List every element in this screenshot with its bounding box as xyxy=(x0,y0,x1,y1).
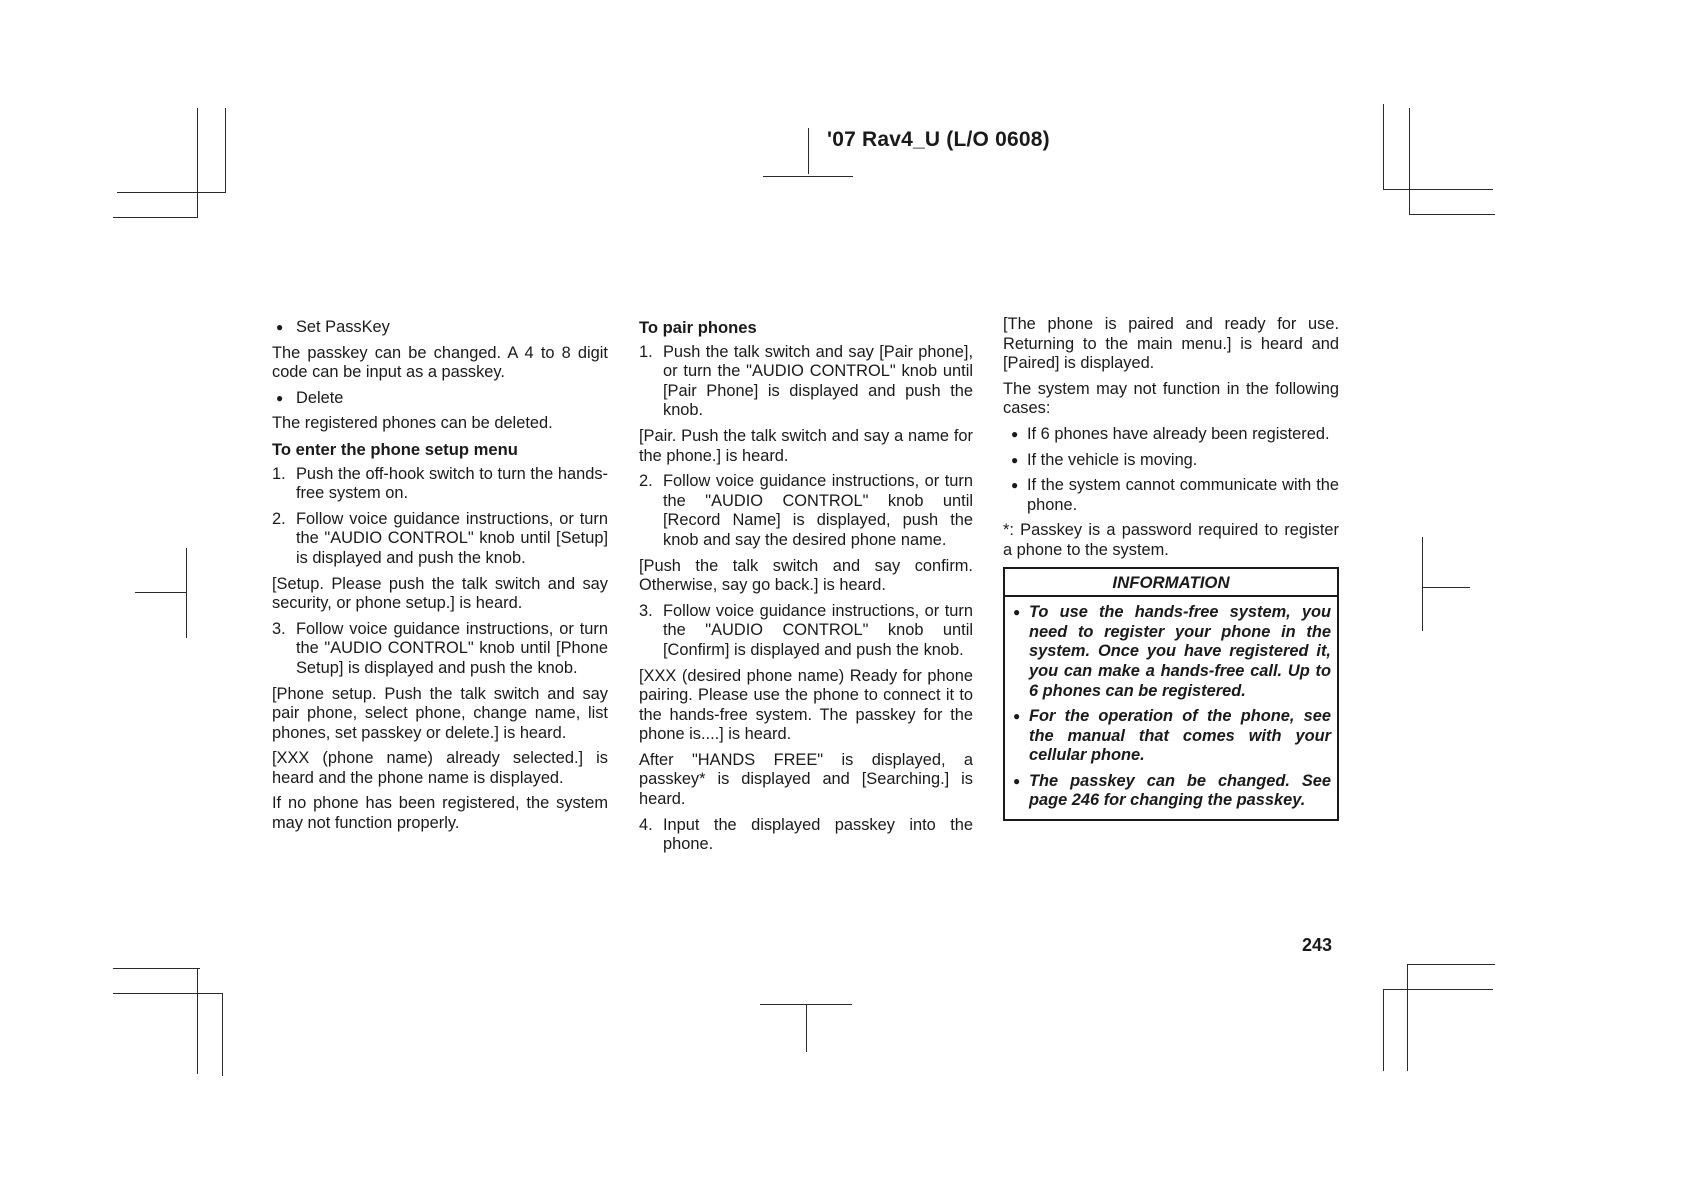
step-item xyxy=(272,620,608,679)
crop-mark xyxy=(197,968,198,1074)
section-heading-setup-menu: To enter the phone setup menu xyxy=(272,439,518,459)
crop-mark xyxy=(808,128,809,174)
note-text: If no phone has been registered, the system may not function properly. xyxy=(272,794,608,833)
step-number: 2. xyxy=(639,472,653,491)
crop-mark xyxy=(135,592,187,593)
bullet-delete: ● Delete xyxy=(272,389,608,409)
step-item xyxy=(639,472,973,550)
step-item xyxy=(639,343,973,421)
step-item xyxy=(639,602,973,661)
crop-mark xyxy=(1383,989,1384,1071)
information-item: ● The passkey can be changed. See page 246 for changing the passkey. xyxy=(1011,772,1331,811)
step-item xyxy=(272,510,608,569)
step-text: Follow voice guidance instructions, or turn the "AUDIO CONTROL" knob until [Record Name] is displayed, push the knob and say the desired phone name. xyxy=(663,472,973,549)
note-text: The system may not function in the following cases: xyxy=(1003,379,1339,418)
step-number: 4. xyxy=(639,815,653,834)
crop-mark xyxy=(1409,214,1495,215)
crop-mark xyxy=(197,108,198,218)
crop-mark xyxy=(113,217,198,218)
delete-text: The registered phones can be deleted. xyxy=(272,414,553,433)
step-text: Push the off-hook switch to turn the hands-free system on. xyxy=(296,464,608,503)
step-text: Follow voice guidance instructions, or turn the "AUDIO CONTROL" knob until [Phone Setup] is displayed and push the knob. xyxy=(296,619,608,677)
section-heading-pair-phones: To pair phones xyxy=(639,318,757,337)
voice-prompt: [Pair. Push the talk switch and say a name for the phone.] is heard. xyxy=(639,426,973,465)
step-number: 3. xyxy=(639,601,653,620)
crop-mark xyxy=(1383,104,1384,189)
note-text: After "HANDS FREE" is displayed, a passkey* is displayed and [Searching.] is heard. xyxy=(639,750,973,809)
information-item: ● For the operation of the phone, see the manual that comes with your cellular phone. xyxy=(1011,707,1331,766)
step-text: Follow voice guidance instructions, or turn the "AUDIO CONTROL" knob until [Confirm] is displayed and push the knob. xyxy=(663,601,973,659)
information-body xyxy=(1005,597,1337,819)
crop-mark xyxy=(1407,964,1408,1071)
column-left xyxy=(272,318,608,840)
voice-prompt: [Phone setup. Push the talk switch and say pair phone, select phone, change name, list phones, set passkey or delete.] is heard. xyxy=(272,684,608,742)
case-bullet: ● If the system cannot communicate with the phone. xyxy=(1003,476,1339,515)
crop-mark xyxy=(117,192,226,193)
step-text: Push the talk switch and say [Pair phone], or turn the "AUDIO CONTROL" knob until [Pair Phone] is displayed and push the knob. xyxy=(663,342,973,420)
column-middle xyxy=(639,318,973,861)
crop-mark xyxy=(1407,964,1495,965)
document-header: '07 Rav4_U (L/O 0608) xyxy=(827,128,1050,151)
crop-mark xyxy=(222,993,223,1076)
passkey-text: The passkey can be changed. A 4 to 8 digit code can be input as a passkey. xyxy=(272,343,608,382)
crop-mark xyxy=(1409,108,1410,214)
bullet-set-passkey: ● Set PassKey xyxy=(272,318,608,338)
crop-mark xyxy=(806,1004,807,1052)
step-number: 1. xyxy=(639,342,653,361)
crop-mark xyxy=(113,968,200,969)
page-number: 243 xyxy=(1302,935,1333,955)
voice-prompt: [XXX (desired phone name) Ready for phone pairing. Please use the phone to connect it to the hands-free system. The passkey for the phone is....] is heard. xyxy=(639,666,973,744)
footnote: *: Passkey is a password required to register a phone to the system. xyxy=(1003,521,1339,559)
step-text: Input the displayed passkey into the phone. xyxy=(663,815,973,854)
crop-mark xyxy=(763,176,853,177)
voice-prompt: [Setup. Please push the talk switch and say security, or phone setup.] is heard. xyxy=(272,574,608,613)
step-item xyxy=(272,465,608,504)
information-title: INFORMATION xyxy=(1005,569,1337,598)
step-number: 2. xyxy=(272,509,286,528)
case-bullet: ● If 6 phones have already been registered. xyxy=(1003,425,1339,445)
crop-mark xyxy=(1422,587,1470,588)
step-number: 1. xyxy=(272,464,286,483)
crop-mark xyxy=(1422,537,1423,631)
crop-mark xyxy=(186,548,187,638)
crop-mark xyxy=(225,108,226,193)
information-box xyxy=(1003,567,1339,822)
step-text: Follow voice guidance instructions, or turn the "AUDIO CONTROL" knob until [Setup] is displayed and push the knob. xyxy=(296,509,608,567)
crop-mark xyxy=(1383,189,1493,190)
column-right xyxy=(1003,315,1339,821)
information-item: ● To use the hands-free system, you need to register your phone in the system. Once you have registered it, you can make a hands-free call. Up to 6 phones can be registered. xyxy=(1011,603,1331,701)
voice-prompt: [XXX (phone name) already selected.] is heard and the phone name is displayed. xyxy=(272,749,608,787)
crop-mark xyxy=(1383,989,1493,990)
step-item xyxy=(639,816,973,855)
voice-prompt: [Push the talk switch and say confirm. Otherwise, say go back.] is heard. xyxy=(639,556,973,595)
step-number: 3. xyxy=(272,619,286,638)
case-bullet: ● If the vehicle is moving. xyxy=(1003,451,1339,471)
crop-mark xyxy=(113,993,223,994)
voice-prompt: [The phone is paired and ready for use. Returning to the main menu.] is heard and [Paired] is displayed. xyxy=(1003,315,1339,373)
